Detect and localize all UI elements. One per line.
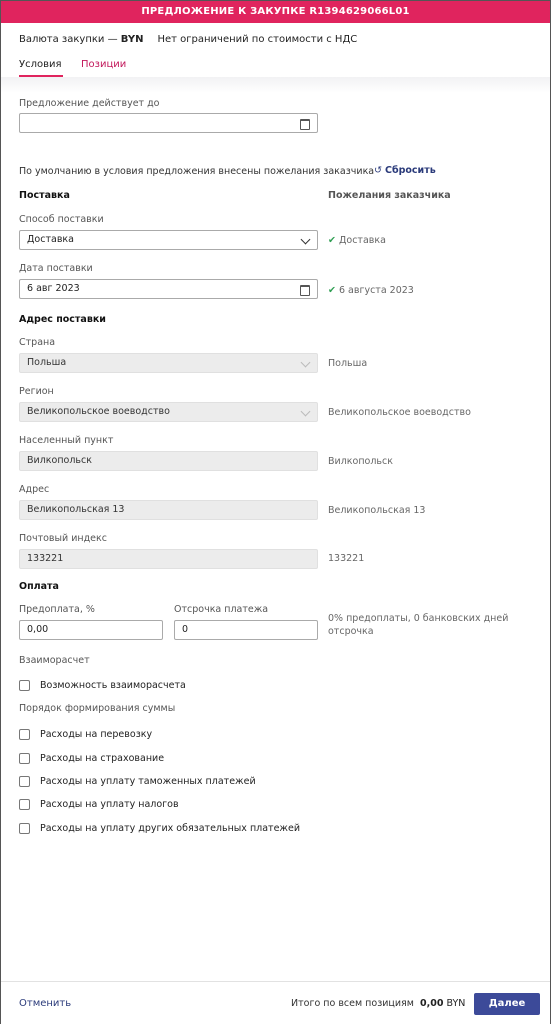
- dialog-footer: [1, 981, 550, 1024]
- transport-costs-label[interactable]: Расходы на перевозку: [40, 729, 153, 740]
- street-value: Великопольская 13: [27, 504, 125, 515]
- reset-icon: ↺: [374, 165, 382, 176]
- delivery-date-input[interactable]: [19, 279, 318, 299]
- currency-value: BYN: [120, 34, 144, 45]
- prepayment-input[interactable]: [19, 620, 163, 640]
- reset-button[interactable]: [374, 165, 436, 176]
- region-hint: Великопольское воеводство: [328, 407, 471, 418]
- customs-costs-label[interactable]: Расходы на уплату таможенных платежей: [40, 776, 256, 787]
- delivery-date-hint: [328, 285, 414, 296]
- defaults-info-text: По умолчанию в условия предложения внесены пожелания заказчика: [19, 166, 375, 177]
- delivery-method-hint: [328, 235, 386, 246]
- total-value: [420, 998, 465, 1009]
- tabs-shadow: [1, 77, 550, 93]
- mutual-settlement-label: Взаиморасчет: [19, 655, 90, 666]
- chevron-down-icon: [301, 235, 311, 245]
- total-amount: 0,00: [420, 998, 444, 1009]
- delivery-method-select[interactable]: [19, 230, 318, 250]
- dialog-title: ПРЕДЛОЖЕНИЕ К ЗАКУПКЕ R1394629066L01: [1, 1, 550, 23]
- check-icon: ✔: [328, 235, 336, 246]
- next-button[interactable]: Далее: [474, 993, 540, 1015]
- insurance-costs-label[interactable]: Расходы на страхование: [40, 753, 165, 764]
- valid-until-label: Предложение действует до: [19, 98, 160, 109]
- zip-value: 133221: [27, 553, 64, 564]
- delivery-date-label: Дата поставки: [19, 263, 93, 274]
- chevron-down-icon: [301, 407, 311, 417]
- deferral-value: 0: [182, 624, 189, 635]
- city-label: Населенный пункт: [19, 435, 114, 446]
- prepayment-value: 0,00: [27, 624, 49, 635]
- cancel-button[interactable]: Отменить: [19, 998, 72, 1009]
- delivery-date-value: 6 авг 2023: [27, 283, 80, 294]
- region-select: [19, 402, 318, 422]
- zip-input: [19, 549, 318, 569]
- insurance-costs-checkbox[interactable]: [19, 753, 30, 764]
- country-value: Польша: [27, 357, 67, 368]
- total-label: Итого по всем позициям: [291, 998, 414, 1009]
- delivery-method-hint-text: Доставка: [338, 235, 386, 246]
- delivery-section-title: Поставка: [19, 190, 70, 201]
- payment-hint-line1: 0% предоплаты, 0 банковских дней: [328, 613, 509, 624]
- currency-label: Валюта закупки —: [19, 34, 118, 45]
- deferral-input[interactable]: [174, 620, 318, 640]
- check-icon: ✔: [328, 285, 336, 296]
- country-label: Страна: [19, 337, 56, 348]
- payment-hint-line2: отсрочка: [328, 626, 374, 637]
- delivery-method-label: Способ поставки: [19, 214, 104, 225]
- sum-formation-label: Порядок формирования суммы: [19, 703, 176, 714]
- city-value: Вилкопольск: [27, 455, 92, 466]
- other-payments-label[interactable]: Расходы на уплату других обязательных платежей: [40, 823, 301, 834]
- region-label: Регион: [19, 386, 54, 397]
- reset-label: Сбросить: [384, 165, 436, 176]
- country-hint: Польша: [328, 358, 368, 369]
- deferral-label: Отсрочка платежа: [174, 604, 269, 615]
- street-label: Адрес: [19, 484, 50, 495]
- country-select: [19, 353, 318, 373]
- total-currency: BYN: [446, 998, 466, 1009]
- street-hint: Великопольская 13: [328, 505, 426, 516]
- zip-label: Почтовый индекс: [19, 533, 107, 544]
- other-payments-checkbox[interactable]: [19, 823, 30, 834]
- chevron-down-icon: [301, 358, 311, 368]
- delivery-date-hint-text: 6 августа 2023: [338, 285, 414, 296]
- customer-wishes-title: Пожелания заказчика: [328, 190, 451, 201]
- currency-info: [19, 34, 357, 45]
- transport-costs-checkbox[interactable]: [19, 729, 30, 740]
- limit-note: Нет ограничений по стоимости с НДС: [157, 34, 358, 45]
- customs-costs-checkbox[interactable]: [19, 776, 30, 787]
- payment-section-title: Оплата: [19, 581, 59, 592]
- city-input: [19, 451, 318, 471]
- tab-conditions[interactable]: Условия: [19, 59, 62, 70]
- tabs: [1, 55, 550, 77]
- calendar-icon[interactable]: [300, 285, 310, 296]
- region-value: Великопольское воеводство: [27, 406, 170, 417]
- prepayment-label: Предоплата, %: [19, 604, 95, 615]
- city-hint: Вилкопольск: [328, 456, 393, 467]
- street-input: [19, 500, 318, 520]
- delivery-method-value: Доставка: [27, 234, 74, 245]
- tab-positions[interactable]: Позиции: [81, 59, 127, 70]
- valid-until-input[interactable]: [19, 113, 318, 133]
- mutual-settlement-option[interactable]: Возможность взаиморасчета: [40, 680, 186, 691]
- address-section-title: Адрес поставки: [19, 314, 106, 325]
- calendar-icon[interactable]: [300, 119, 310, 130]
- mutual-settlement-checkbox[interactable]: [19, 680, 30, 691]
- tax-costs-label[interactable]: Расходы на уплату налогов: [40, 799, 179, 810]
- zip-hint: 133221: [328, 553, 365, 564]
- tax-costs-checkbox[interactable]: [19, 799, 30, 810]
